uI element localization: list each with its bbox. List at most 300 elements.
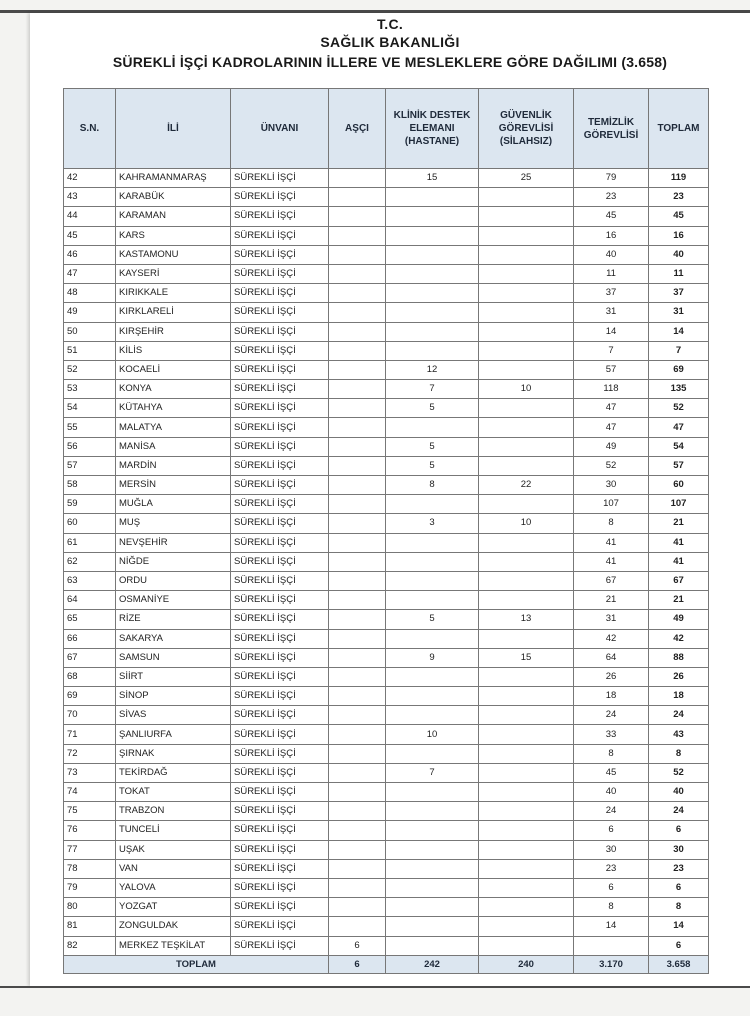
cell-unvan: SÜREKLİ İŞÇİ [231, 763, 329, 782]
cell-guvenlik: 13 [479, 610, 574, 629]
cell-unvan: SÜREKLİ İŞÇİ [231, 629, 329, 648]
cell-toplam: 24 [649, 802, 709, 821]
cell-temizlik: 41 [574, 552, 649, 571]
cell-temizlik: 45 [574, 207, 649, 226]
cell-temizlik: 37 [574, 284, 649, 303]
cell-guvenlik [479, 552, 574, 571]
table-row [64, 456, 709, 475]
cell-guvenlik [479, 687, 574, 706]
cell-asci [329, 437, 386, 456]
cell-temizlik: 31 [574, 610, 649, 629]
table-row [64, 514, 709, 533]
cell-unvan: SÜREKLİ İŞÇİ [231, 706, 329, 725]
cell-il: RİZE [116, 610, 231, 629]
cell-sn: 46 [64, 245, 116, 264]
cell-unvan: SÜREKLİ İŞÇİ [231, 476, 329, 495]
cell-klinik [386, 706, 479, 725]
cell-klinik [386, 533, 479, 552]
cell-asci [329, 188, 386, 207]
col-header-unvan: ÜNVANI [231, 89, 329, 169]
cell-guvenlik [479, 341, 574, 360]
cell-asci [329, 591, 386, 610]
cell-guvenlik [479, 744, 574, 763]
cell-unvan: SÜREKLİ İŞÇİ [231, 667, 329, 686]
cell-toplam: 88 [649, 648, 709, 667]
cell-unvan: SÜREKLİ İŞÇİ [231, 687, 329, 706]
cell-toplam: 21 [649, 591, 709, 610]
cell-sn: 68 [64, 667, 116, 686]
cell-sn: 45 [64, 226, 116, 245]
cell-unvan: SÜREKLİ İŞÇİ [231, 936, 329, 955]
header-line-1: T.C. [376, 16, 404, 32]
cell-temizlik: 21 [574, 591, 649, 610]
cell-il: KIRŞEHİR [116, 322, 231, 341]
cell-asci [329, 706, 386, 725]
cell-asci [329, 476, 386, 495]
cell-unvan: SÜREKLİ İŞÇİ [231, 648, 329, 667]
cell-asci [329, 533, 386, 552]
cell-il: MUĞLA [116, 495, 231, 514]
cell-guvenlik [479, 591, 574, 610]
cell-sn: 77 [64, 840, 116, 859]
cell-klinik [386, 783, 479, 802]
cell-guvenlik [479, 783, 574, 802]
cell-toplam: 41 [649, 552, 709, 571]
cell-sn: 66 [64, 629, 116, 648]
table-header-row [64, 89, 709, 169]
cell-temizlik: 11 [574, 264, 649, 283]
cell-asci [329, 917, 386, 936]
table-row [64, 476, 709, 495]
cell-toplam: 14 [649, 917, 709, 936]
cell-asci [329, 360, 386, 379]
cell-toplam: 54 [649, 437, 709, 456]
cell-il: MUŞ [116, 514, 231, 533]
table-row [64, 917, 709, 936]
cell-klinik [386, 821, 479, 840]
cell-guvenlik [479, 629, 574, 648]
cell-asci [329, 648, 386, 667]
table-row [64, 936, 709, 955]
table-row [64, 783, 709, 802]
table-row [64, 284, 709, 303]
cell-asci [329, 207, 386, 226]
table-row [64, 418, 709, 437]
cell-klinik [386, 245, 479, 264]
cell-klinik: 12 [386, 360, 479, 379]
cell-sn: 65 [64, 610, 116, 629]
cell-klinik [386, 552, 479, 571]
cell-il: MALATYA [116, 418, 231, 437]
cell-unvan: SÜREKLİ İŞÇİ [231, 188, 329, 207]
table-row [64, 763, 709, 782]
cell-sn: 72 [64, 744, 116, 763]
cell-asci [329, 629, 386, 648]
cell-toplam: 6 [649, 878, 709, 897]
cell-sn: 56 [64, 437, 116, 456]
cell-unvan: SÜREKLİ İŞÇİ [231, 725, 329, 744]
cell-asci [329, 610, 386, 629]
cell-asci [329, 245, 386, 264]
table-row [64, 859, 709, 878]
cell-sn: 80 [64, 898, 116, 917]
cell-toplam: 41 [649, 533, 709, 552]
cell-guvenlik: 22 [479, 476, 574, 495]
cell-toplam: 24 [649, 706, 709, 725]
cell-unvan: SÜREKLİ İŞÇİ [231, 514, 329, 533]
cell-guvenlik [479, 725, 574, 744]
cell-il: UŞAK [116, 840, 231, 859]
cell-il: ŞIRNAK [116, 744, 231, 763]
cell-klinik: 9 [386, 648, 479, 667]
cell-asci [329, 380, 386, 399]
cell-unvan: SÜREKLİ İŞÇİ [231, 552, 329, 571]
table-row [64, 687, 709, 706]
cell-il: KONYA [116, 380, 231, 399]
cell-unvan: SÜREKLİ İŞÇİ [231, 610, 329, 629]
cell-temizlik: 14 [574, 322, 649, 341]
cell-unvan: SÜREKLİ İŞÇİ [231, 591, 329, 610]
cell-temizlik: 8 [574, 514, 649, 533]
table-row [64, 226, 709, 245]
cell-toplam: 119 [649, 169, 709, 188]
cell-il: SİVAS [116, 706, 231, 725]
col-header-toplam: TOPLAM [649, 89, 709, 169]
cell-klinik [386, 303, 479, 322]
cell-asci [329, 169, 386, 188]
cell-klinik [386, 898, 479, 917]
cell-sn: 82 [64, 936, 116, 955]
cell-unvan: SÜREKLİ İŞÇİ [231, 284, 329, 303]
cell-il: KARABÜK [116, 188, 231, 207]
distribution-table [63, 88, 709, 974]
cell-unvan: SÜREKLİ İŞÇİ [231, 226, 329, 245]
cell-klinik [386, 188, 479, 207]
cell-unvan: SÜREKLİ İŞÇİ [231, 264, 329, 283]
cell-toplam: 47 [649, 418, 709, 437]
cell-unvan: SÜREKLİ İŞÇİ [231, 245, 329, 264]
cell-unvan: SÜREKLİ İŞÇİ [231, 322, 329, 341]
cell-il: KAHRAMANMARAŞ [116, 169, 231, 188]
cell-sn: 74 [64, 783, 116, 802]
col-header-temizlik: TEMİZLİK GÖREVLİSİ [574, 89, 649, 169]
total-klinik: 242 [386, 955, 479, 973]
table-row [64, 264, 709, 283]
cell-guvenlik [479, 859, 574, 878]
cell-klinik [386, 859, 479, 878]
cell-guvenlik [479, 898, 574, 917]
cell-temizlik: 6 [574, 878, 649, 897]
bottom-divider [0, 986, 750, 988]
table-row [64, 552, 709, 571]
cell-toplam: 11 [649, 264, 709, 283]
cell-klinik: 7 [386, 763, 479, 782]
cell-il: KARAMAN [116, 207, 231, 226]
cell-temizlik: 23 [574, 859, 649, 878]
cell-asci [329, 303, 386, 322]
cell-il: SİNOP [116, 687, 231, 706]
cell-guvenlik [479, 763, 574, 782]
table-row [64, 610, 709, 629]
cell-toplam: 37 [649, 284, 709, 303]
cell-sn: 44 [64, 207, 116, 226]
cell-temizlik: 24 [574, 706, 649, 725]
table-row [64, 629, 709, 648]
cell-klinik [386, 917, 479, 936]
cell-guvenlik [479, 821, 574, 840]
cell-klinik: 15 [386, 169, 479, 188]
cell-asci [329, 322, 386, 341]
cell-unvan: SÜREKLİ İŞÇİ [231, 495, 329, 514]
cell-unvan: SÜREKLİ İŞÇİ [231, 207, 329, 226]
cell-temizlik: 42 [574, 629, 649, 648]
cell-guvenlik [479, 360, 574, 379]
cell-guvenlik [479, 437, 574, 456]
cell-asci [329, 667, 386, 686]
cell-guvenlik [479, 706, 574, 725]
cell-asci [329, 744, 386, 763]
cell-sn: 76 [64, 821, 116, 840]
cell-unvan: SÜREKLİ İŞÇİ [231, 917, 329, 936]
cell-unvan: SÜREKLİ İŞÇİ [231, 418, 329, 437]
cell-toplam: 8 [649, 744, 709, 763]
cell-guvenlik: 10 [479, 514, 574, 533]
cell-toplam: 6 [649, 821, 709, 840]
cell-guvenlik [479, 188, 574, 207]
cell-sn: 42 [64, 169, 116, 188]
cell-toplam: 6 [649, 936, 709, 955]
cell-unvan: SÜREKLİ İŞÇİ [231, 898, 329, 917]
cell-klinik [386, 667, 479, 686]
cell-sn: 71 [64, 725, 116, 744]
total-label: TOPLAM [64, 955, 329, 973]
col-header-il: İLİ [116, 89, 231, 169]
cell-temizlik: 24 [574, 802, 649, 821]
cell-klinik [386, 802, 479, 821]
cell-asci [329, 802, 386, 821]
cell-temizlik: 118 [574, 380, 649, 399]
cell-temizlik: 7 [574, 341, 649, 360]
cell-klinik: 10 [386, 725, 479, 744]
cell-il: OSMANİYE [116, 591, 231, 610]
cell-klinik: 5 [386, 610, 479, 629]
cell-il: KASTAMONU [116, 245, 231, 264]
cell-unvan: SÜREKLİ İŞÇİ [231, 840, 329, 859]
table-row [64, 169, 709, 188]
cell-guvenlik [479, 207, 574, 226]
cell-temizlik: 40 [574, 245, 649, 264]
table-body [64, 169, 709, 956]
cell-klinik [386, 744, 479, 763]
cell-temizlik: 18 [574, 687, 649, 706]
cell-guvenlik [479, 264, 574, 283]
table-row [64, 303, 709, 322]
table-row [64, 725, 709, 744]
table-row [64, 245, 709, 264]
cell-temizlik: 47 [574, 399, 649, 418]
cell-toplam: 30 [649, 840, 709, 859]
cell-guvenlik [479, 878, 574, 897]
cell-temizlik: 67 [574, 571, 649, 590]
cell-asci: 6 [329, 936, 386, 955]
cell-toplam: 52 [649, 399, 709, 418]
cell-temizlik: 33 [574, 725, 649, 744]
table-row [64, 840, 709, 859]
cell-il: KÜTAHYA [116, 399, 231, 418]
cell-asci [329, 552, 386, 571]
cell-klinik [386, 571, 479, 590]
cell-guvenlik [479, 802, 574, 821]
cell-klinik: 5 [386, 437, 479, 456]
cell-temizlik: 47 [574, 418, 649, 437]
cell-temizlik [574, 936, 649, 955]
header-line-2: SAĞLIK BAKANLIĞI [320, 34, 460, 50]
table-row [64, 188, 709, 207]
cell-il: ORDU [116, 571, 231, 590]
cell-sn: 59 [64, 495, 116, 514]
cell-klinik [386, 495, 479, 514]
cell-il: MERKEZ TEŞKİLAT [116, 936, 231, 955]
cell-sn: 67 [64, 648, 116, 667]
cell-klinik [386, 322, 479, 341]
cell-sn: 64 [64, 591, 116, 610]
cell-klinik [386, 418, 479, 437]
cell-guvenlik [479, 533, 574, 552]
col-header-sn: S.N. [64, 89, 116, 169]
cell-sn: 73 [64, 763, 116, 782]
cell-guvenlik [479, 571, 574, 590]
total-temizlik: 3.170 [574, 955, 649, 973]
cell-sn: 69 [64, 687, 116, 706]
cell-unvan: SÜREKLİ İŞÇİ [231, 744, 329, 763]
cell-asci [329, 763, 386, 782]
cell-toplam: 14 [649, 322, 709, 341]
cell-toplam: 8 [649, 898, 709, 917]
cell-temizlik: 8 [574, 898, 649, 917]
cell-il: TOKAT [116, 783, 231, 802]
total-guvenlik: 240 [479, 955, 574, 973]
cell-klinik [386, 284, 479, 303]
cell-sn: 79 [64, 878, 116, 897]
table-row [64, 802, 709, 821]
cell-toplam: 45 [649, 207, 709, 226]
cell-toplam: 23 [649, 188, 709, 207]
cell-toplam: 52 [649, 763, 709, 782]
cell-sn: 49 [64, 303, 116, 322]
cell-klinik [386, 207, 479, 226]
cell-sn: 58 [64, 476, 116, 495]
cell-unvan: SÜREKLİ İŞÇİ [231, 821, 329, 840]
cell-il: VAN [116, 859, 231, 878]
cell-asci [329, 859, 386, 878]
cell-sn: 51 [64, 341, 116, 360]
cell-unvan: SÜREKLİ İŞÇİ [231, 399, 329, 418]
cell-temizlik: 31 [574, 303, 649, 322]
cell-toplam: 107 [649, 495, 709, 514]
cell-temizlik: 30 [574, 476, 649, 495]
cell-sn: 53 [64, 380, 116, 399]
table-row [64, 495, 709, 514]
cell-temizlik: 14 [574, 917, 649, 936]
col-header-klinik: KLİNİK DESTEK ELEMANI (HASTANE) [386, 89, 479, 169]
col-header-asci: AŞÇI [329, 89, 386, 169]
cell-klinik [386, 226, 479, 245]
table-row [64, 360, 709, 379]
cell-il: SAMSUN [116, 648, 231, 667]
table-row [64, 744, 709, 763]
cell-guvenlik [479, 322, 574, 341]
cell-guvenlik [479, 667, 574, 686]
cell-sn: 81 [64, 917, 116, 936]
cell-il: KIRIKKALE [116, 284, 231, 303]
cell-asci [329, 264, 386, 283]
table-row [64, 322, 709, 341]
cell-asci [329, 878, 386, 897]
cell-temizlik: 26 [574, 667, 649, 686]
cell-toplam: 26 [649, 667, 709, 686]
cell-sn: 57 [64, 456, 116, 475]
cell-toplam: 31 [649, 303, 709, 322]
table-row [64, 571, 709, 590]
cell-guvenlik [479, 936, 574, 955]
cell-toplam: 23 [649, 859, 709, 878]
cell-guvenlik: 15 [479, 648, 574, 667]
table-row [64, 399, 709, 418]
cell-asci [329, 456, 386, 475]
cell-temizlik: 8 [574, 744, 649, 763]
cell-unvan: SÜREKLİ İŞÇİ [231, 571, 329, 590]
cell-il: YOZGAT [116, 898, 231, 917]
cell-asci [329, 226, 386, 245]
cell-temizlik: 79 [574, 169, 649, 188]
cell-sn: 54 [64, 399, 116, 418]
cell-guvenlik [479, 303, 574, 322]
cell-toplam: 16 [649, 226, 709, 245]
cell-unvan: SÜREKLİ İŞÇİ [231, 802, 329, 821]
cell-il: KIRKLARELİ [116, 303, 231, 322]
cell-unvan: SÜREKLİ İŞÇİ [231, 380, 329, 399]
document-header [30, 15, 750, 73]
cell-temizlik: 45 [574, 763, 649, 782]
cell-klinik [386, 341, 479, 360]
cell-guvenlik [479, 284, 574, 303]
cell-guvenlik: 10 [479, 380, 574, 399]
cell-il: KARS [116, 226, 231, 245]
cell-toplam: 57 [649, 456, 709, 475]
cell-asci [329, 898, 386, 917]
cell-il: ŞANLIURFA [116, 725, 231, 744]
cell-il: TRABZON [116, 802, 231, 821]
cell-unvan: SÜREKLİ İŞÇİ [231, 456, 329, 475]
cell-sn: 52 [64, 360, 116, 379]
cell-klinik: 8 [386, 476, 479, 495]
cell-klinik [386, 264, 479, 283]
cell-klinik: 3 [386, 514, 479, 533]
cell-guvenlik [479, 495, 574, 514]
cell-il: MERSİN [116, 476, 231, 495]
table-row [64, 437, 709, 456]
cell-temizlik: 6 [574, 821, 649, 840]
cell-toplam: 43 [649, 725, 709, 744]
cell-asci [329, 571, 386, 590]
cell-asci [329, 725, 386, 744]
cell-temizlik: 49 [574, 437, 649, 456]
cell-toplam: 60 [649, 476, 709, 495]
cell-il: KOCAELİ [116, 360, 231, 379]
cell-toplam: 18 [649, 687, 709, 706]
table-row [64, 533, 709, 552]
cell-asci [329, 418, 386, 437]
